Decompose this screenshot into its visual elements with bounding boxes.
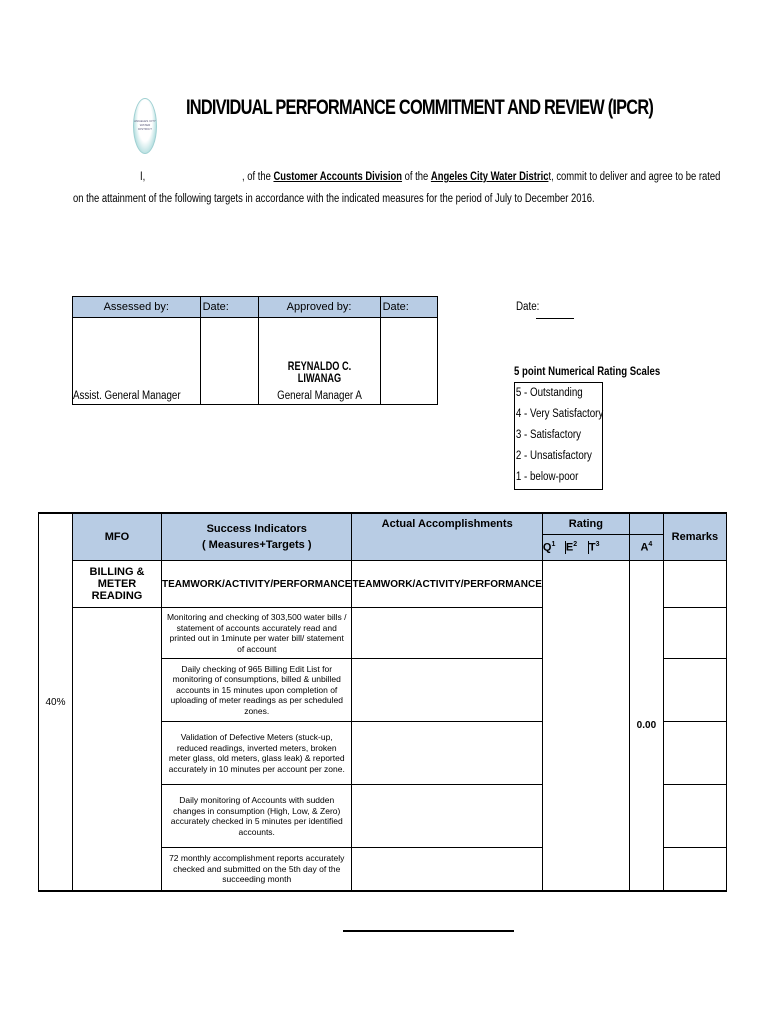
accomplishment-cell[interactable] (352, 722, 542, 785)
success-indicators-title: Success Indicators (206, 523, 307, 535)
approver-date-cell[interactable] (380, 318, 437, 405)
indicator-item: Monitoring and checking of 303,500 water bills / statement of accounts accurately read and printed out in 1minute per water bill/ statement of account (162, 608, 352, 659)
indicator-item: Validation of Defective Meters (stuck-up, reduced readings, inverted meters, broken meter glass, old meters, glass leak) & reported accurately in 10 minutes per account per zone. (162, 722, 352, 785)
date-header-2: Date: (380, 297, 437, 318)
rating-scale-item: 4 - Very Satisfactory (515, 408, 604, 420)
assessed-by-header: Assessed by: (73, 297, 201, 318)
rating-scale-item: 1 - below-poor (515, 471, 579, 483)
ipcr-table (38, 512, 727, 892)
quality-letter: Q (542, 542, 552, 555)
remarks-cell[interactable] (663, 785, 726, 848)
date-label: Date: (516, 301, 540, 313)
rating-scale-item: 2 - Unsatisfactory (515, 450, 592, 462)
assessor-cell[interactable] (73, 318, 201, 405)
intro-commit: commit to deliver and agree to be rated (556, 171, 721, 183)
teamwork-label-2: TEAMWORK/ACTIVITY/PERFORMANCE (352, 561, 542, 608)
approver-cell[interactable] (258, 318, 380, 405)
section-label: BILLING & METER READING (89, 566, 145, 602)
accomplishment-cell[interactable] (352, 785, 542, 848)
district-name: Angeles City Water Distric (430, 171, 549, 183)
approval-table (72, 296, 438, 405)
rating-scale-item: 3 - Satisfactory (515, 429, 582, 441)
rating-header: Rating (542, 513, 629, 535)
intro-of-the: , of the (242, 171, 271, 183)
page-title: INDIVIDUAL PERFORMANCE COMMITMENT AND REVIEW (IPCR) (186, 96, 654, 119)
rating-subheader (542, 535, 629, 561)
timeliness-header (588, 541, 611, 554)
rating-scale-list (514, 382, 603, 490)
intro-pronoun: I, (140, 171, 146, 183)
mfo-blank-cell (73, 608, 162, 892)
approved-by-header: Approved by: (258, 297, 380, 318)
intro-line-2: on the attainment of the following targets in accordance with the indicated measures for the period of July to December 2016. (73, 193, 595, 205)
success-indicators-subtitle: ( Measures+Targets ) (201, 539, 312, 551)
average-score: 0.00 (629, 561, 663, 892)
average-letter: A (640, 542, 649, 555)
mfo-header: MFO (73, 513, 162, 561)
section-cell (73, 561, 162, 608)
remarks-cell[interactable] (663, 608, 726, 659)
indicator-item: 72 monthly accomplishment reports accurately checked and submitted on the 5th day of the succeeding month (162, 848, 352, 892)
remarks-cell[interactable] (663, 561, 726, 608)
indicator-item: Daily checking of 965 Billing Edit List for monitoring of consumptions, billed & unbilled accounts in 15 minutes upon completion of uploading of meter readings as per scheduled zones. (162, 659, 352, 722)
assessor-date-cell[interactable] (200, 318, 258, 405)
accomplishment-cell[interactable] (352, 608, 542, 659)
quality-sup: 1 (551, 541, 556, 549)
rating-entry-cell[interactable] (542, 561, 629, 892)
indicator-item: Daily monitoring of Accounts with sudden changes in consumption (High, Low, & Zero) accurately checked in 5 minutes per identified accounts. (162, 785, 352, 848)
efficiency-letter: E (565, 542, 574, 555)
company-logo (133, 98, 157, 154)
remarks-header: Remarks (663, 513, 726, 561)
teamwork-label-1: TEAMWORK/ACTIVITY/PERFORMANCE (162, 561, 352, 608)
success-indicators-header (162, 513, 352, 561)
accomplishment-cell[interactable] (352, 659, 542, 722)
intro-line-1 (140, 171, 720, 183)
quality-header (543, 541, 565, 554)
accomplishment-cell[interactable] (352, 848, 542, 892)
assessor-title: Assist. General Manager (73, 390, 181, 402)
timeliness-sup: 3 (595, 541, 600, 549)
district-tail: t, (548, 171, 554, 183)
average-sup: 4 (648, 541, 653, 549)
rating-scale-title: 5 point Numerical Rating Scales (514, 364, 661, 378)
efficiency-sup: 2 (573, 541, 578, 549)
date-field[interactable] (536, 318, 574, 319)
signature-line[interactable] (343, 930, 514, 932)
weight-cell (39, 513, 73, 891)
division-name: Customer Accounts Division (273, 171, 403, 183)
logo-text: ANGELES CITY WATER DISTRICT (134, 119, 156, 131)
rating-scale-item: 5 - Outstanding (515, 387, 583, 399)
approver-title: General Manager A (276, 390, 362, 402)
approver-name: REYNALDO C. LIWANAG (287, 361, 351, 385)
actual-accomplishments-header: Actual Accomplishments (352, 513, 542, 561)
remarks-cell[interactable] (663, 848, 726, 892)
intro-of-the-2: of the (404, 171, 429, 183)
rating-header-extra (629, 513, 663, 535)
timeliness-letter: T (588, 542, 596, 555)
weight-value: 40% (45, 696, 66, 708)
remarks-cell[interactable] (663, 659, 726, 722)
efficiency-header (565, 541, 588, 554)
date-header-1: Date: (200, 297, 258, 318)
remarks-cell[interactable] (663, 722, 726, 785)
average-header (629, 535, 663, 561)
